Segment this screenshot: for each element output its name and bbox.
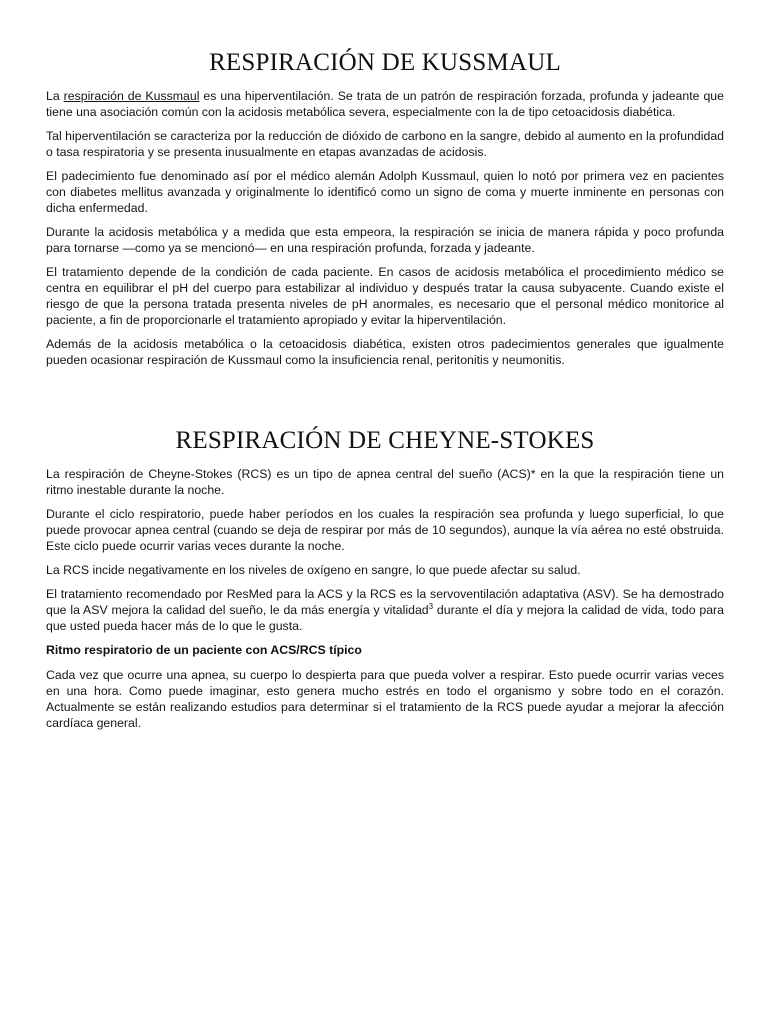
cheyne-paragraph-5: Cada vez que ocurre una apnea, su cuerpo lo despierta para que pueda volver a respirar. Esto puede ocurrir varias veces en una hora. Como puede imaginar, esto genera mucho estrés en todo el organismo y sobre todo en el corazón. Actualmente se están realizando estudios para determinar si el tratamiento de la RCS puede ayudar a mejorar la afección cardíaca general. (46, 668, 724, 730)
cheyne-p4-part-b: durante el día y mejora la calidad de vida, todo para que usted pueda hacer más de lo que le gusta. (46, 603, 724, 633)
footnote-marker: 3 (428, 601, 434, 611)
cheyne-stokes-heading: RESPIRACIÓN DE CHEYNE-STOKES (175, 427, 595, 454)
cheyne-subheading: Ritmo respiratorio de un paciente con ACS/RCS típico (46, 643, 362, 657)
kussmaul-paragraph-1 (46, 88, 724, 120)
cheyne-p4-part-a: El tratamiento recomendado por ResMed para la ACS y la RCS es la servoventilación adaptativa (ASV). Se ha demostrado que la ASV mejora la calidad del sueño, le da más energía y vitalidad (46, 587, 724, 617)
kussmaul-paragraph-4: Durante la acidosis metabólica y a medida que esta empeora, la respiración se inicia de manera rápida y poco profunda para tornarse —como ya se mencionó— en una respiración profunda, forzada y jadeante. (46, 225, 724, 255)
kussmaul-p1-lead: La (46, 89, 64, 103)
kussmaul-heading: RESPIRACIÓN DE KUSSMAUL (209, 49, 561, 76)
cheyne-paragraph-1: La respiración de Cheyne-Stokes (RCS) es un tipo de apnea central del sueño (ACS)* en la que la respiración tiene un ritmo inestable durante la noche. (46, 467, 724, 497)
cheyne-stokes-section (46, 424, 724, 739)
cheyne-paragraph-2: Durante el ciclo respiratorio, puede haber períodos en los cuales la respiración sea profunda y luego superficial, lo que puede provocar apnea central (cuando se deja de respirar por más de 10 segundos), aunque la vía aérea no esté obstruida. Este ciclo puede ocurrir varias veces durante la noche. (46, 507, 724, 553)
kussmaul-paragraph-5: El tratamiento depende de la condición de cada paciente. En casos de acidosis metabólica el procedimiento médico se centra en equilibrar el pH del cuerpo para estabilizar al individuo y después tratar la causa subyacente. Cuando existe el riesgo de que la persona tratada presenta niveles de pH anormales, es necesario que el personal médico monitorice al paciente, a fin de proporcionarle el tratamiento apropiado y evitar la hiperventilación. (46, 265, 724, 327)
kussmaul-p1-rest: es una hiperventilación. Se trata de un patrón de respiración forzada, profunda y jadeante que tiene una asociación común con la acidosis metabólica severa, especialmente con la de tipo cetoacidosis diabética. (46, 89, 724, 119)
kussmaul-link[interactable]: respiración de Kussmaul (63, 89, 200, 103)
cheyne-paragraph-3: La RCS incide negativamente en los niveles de oxígeno en sangre, lo que puede afectar su salud. (46, 563, 581, 577)
kussmaul-paragraph-2: Tal hiperventilación se caracteriza por la reducción de dióxido de carbono en la sangre, debido al aumento en la profundidad o tasa respiratoria y se presenta inusualmente en etapas avanzadas de acidosis. (46, 129, 724, 159)
kussmaul-paragraph-3: El padecimiento fue denominado así por el médico alemán Adolph Kussmaul, quien lo notó por primera vez en pacientes con diabetes mellitus avanzada y originalmente lo identificó como un signo de coma y muerte inminente en personas con dicha enfermedad. (46, 169, 724, 215)
kussmaul-paragraph-6: Además de la acidosis metabólica o la cetoacidosis diabética, existen otros padecimientos generales que igualmente pueden ocasionar respiración de Kussmaul como la insuficiencia renal, peritonitis y neumonitis. (46, 337, 724, 367)
cheyne-paragraph-4 (46, 586, 724, 634)
kussmaul-section (46, 46, 724, 376)
